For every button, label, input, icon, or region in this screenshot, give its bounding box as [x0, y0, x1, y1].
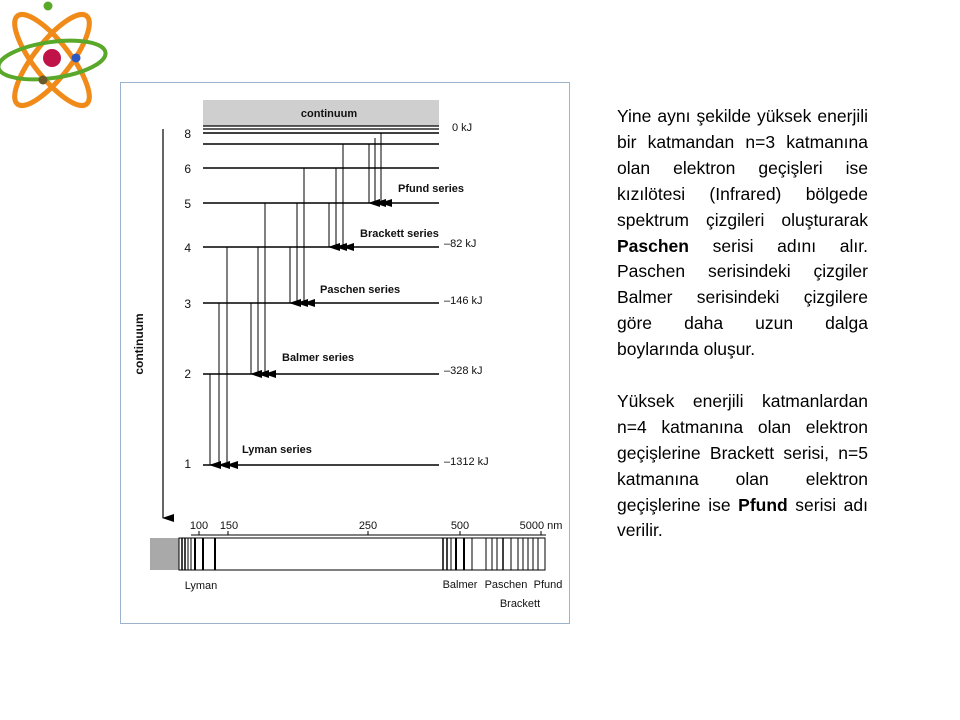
- text-span: serisi adını alır. Paschen serisindeki çizgiler Balmer serisindeki çizgilere göre daha uzun dalga boylarında oluşur.: [617, 235, 868, 360]
- level-6: [184, 162, 439, 176]
- spectrum-tick-label: 250: [358, 520, 378, 532]
- level-number: 8: [184, 127, 191, 141]
- level-5: [184, 197, 439, 211]
- text-span: Yüksek enerjili katmanlardan n=4 katmanına olan elektron geçişlerine Brackett serisi, n=5 katmanına olan elektron geçişlerine ise: [617, 390, 868, 515]
- level-energy: 0 kJ: [452, 122, 473, 134]
- level-2: [184, 365, 482, 381]
- level-1: [184, 456, 488, 471]
- spectrum-band: [150, 538, 545, 570]
- spectrum-label-brackett: Brackett: [499, 598, 541, 610]
- balmer-series-label: Balmer series: [282, 352, 355, 364]
- spectrum-label-pfund: Pfund: [533, 579, 563, 591]
- continuum-top-label: continuum: [300, 108, 358, 120]
- text-span: serisi adı verilir.: [617, 494, 868, 541]
- spectrum-tick-label: 100: [189, 520, 209, 532]
- continuum-side-label: continuum: [132, 313, 146, 375]
- level-4: [184, 238, 476, 255]
- level-number: 3: [184, 297, 191, 311]
- atom-logo-icon: [0, 0, 112, 124]
- spectrum-label-lyman: Lyman: [184, 580, 218, 592]
- paragraph-paschen: [617, 104, 868, 363]
- explanation-text: [617, 104, 868, 544]
- pfund-series-label: Pfund series: [398, 183, 465, 195]
- text-span: Yine aynı şekilde yüksek enerjili bir katmandan n=3 katmanına olan elektron geçişleri ise kızılötesi (Infrared) bölgede spektrum çizgileri oluşturarak: [617, 106, 868, 230]
- paragraph-brackett-pfund: [617, 389, 868, 544]
- level-energy: –328 kJ: [444, 365, 483, 377]
- level-number: 4: [184, 241, 191, 255]
- level-number: 5: [184, 197, 191, 211]
- level-number: 2: [184, 367, 191, 381]
- level-energy: –1312 kJ: [444, 456, 489, 468]
- paschen-series-label: Paschen series: [320, 284, 401, 296]
- bold-term-paschen: Paschen: [617, 235, 689, 256]
- level-number: 1: [184, 457, 191, 471]
- spectrum-tick-label: 5000 nm: [519, 520, 563, 532]
- lyman-series-label: Lyman series: [242, 444, 312, 456]
- bold-term-pfund: Pfund: [738, 494, 788, 515]
- energy-level-diagram: [120, 82, 570, 624]
- brackett-series-label: Brackett series: [360, 228, 439, 240]
- spectrum-tick-label: 150: [219, 520, 239, 532]
- lyman-transitions: [210, 247, 227, 465]
- level-3: [184, 295, 482, 311]
- paschen-transitions: [290, 168, 304, 303]
- spectrum-tick-label: 500: [450, 520, 470, 532]
- spectrum-label-paschen: Paschen: [484, 579, 528, 591]
- level-energy: –82 kJ: [444, 238, 477, 250]
- level-number: 6: [184, 162, 191, 176]
- brackett-transitions: [329, 144, 343, 247]
- level-energy: –146 kJ: [444, 295, 483, 307]
- spectrum-label-balmer: Balmer: [442, 579, 478, 591]
- balmer-transitions: [251, 203, 265, 374]
- spectrum-axis: [190, 520, 563, 535]
